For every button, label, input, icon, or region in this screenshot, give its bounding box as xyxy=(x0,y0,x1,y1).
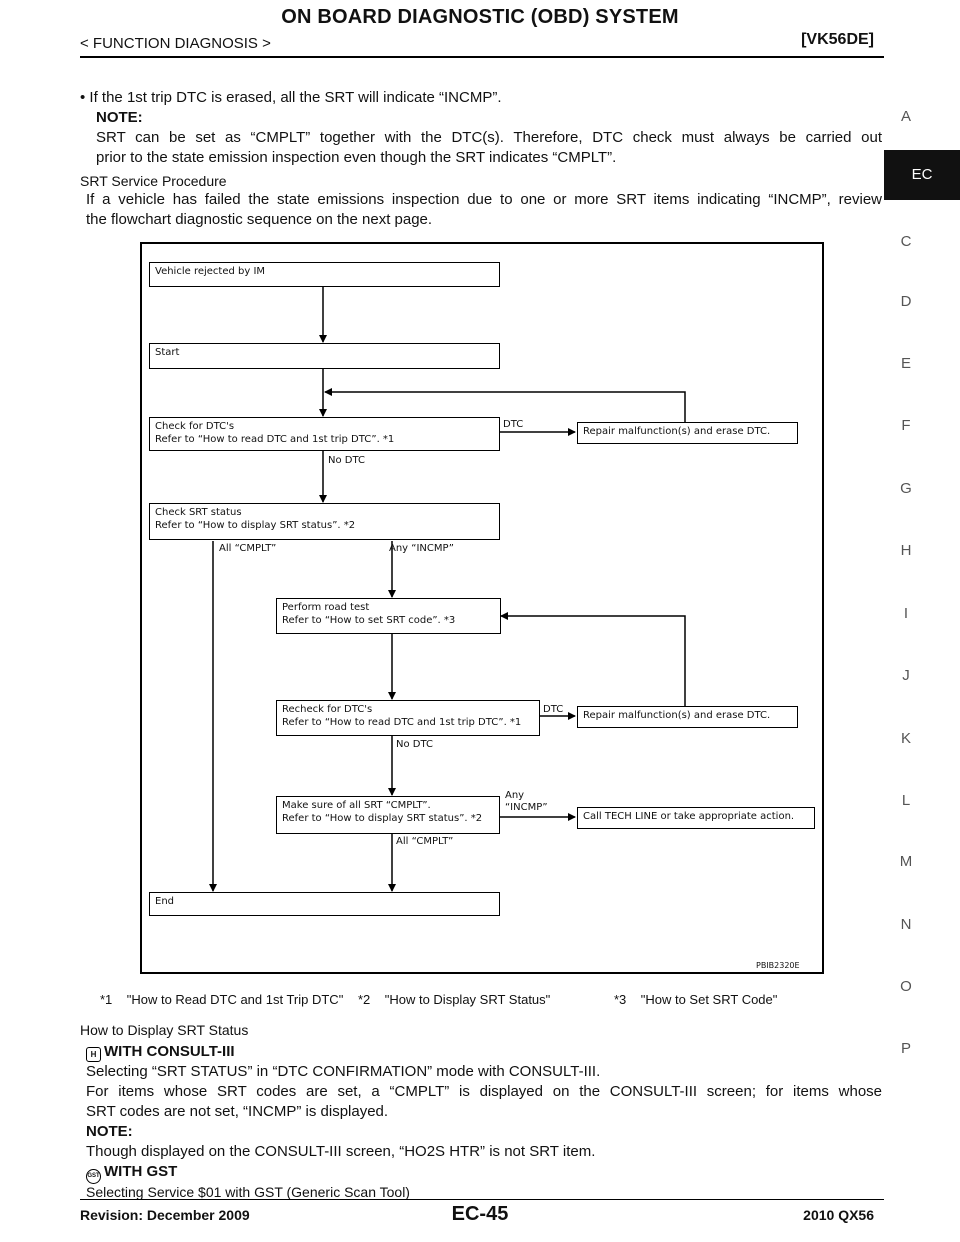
sidebar-item-c[interactable]: C xyxy=(900,233,912,250)
figure-code: PBIB2320E xyxy=(756,961,800,970)
sidebar-item-e[interactable]: E xyxy=(900,355,911,372)
box-end: End xyxy=(149,892,500,916)
footer-revision: Revision: December 2009 xyxy=(80,1207,250,1223)
sidebar-item-i[interactable]: I xyxy=(903,605,909,622)
footnote-2: *2 "How to Display SRT Status" xyxy=(358,992,551,1007)
intro-note-line2: prior to the state emission inspection even though the SRT indicates “CMPLT”. xyxy=(96,149,617,166)
sidebar-item-g[interactable]: G xyxy=(900,480,912,497)
srt-procedure-line2: the flowchart diagnostic sequence on the next page. xyxy=(86,211,433,228)
gst-heading: GST WITH GST xyxy=(86,1162,177,1184)
page-number: EC-45 xyxy=(451,1203,509,1225)
flowchart-frame xyxy=(140,242,824,974)
sidebar-item-k[interactable]: K xyxy=(900,730,911,747)
box-start: Start xyxy=(149,343,500,369)
consult-line2: For items whose SRT codes are set, a “CMPLT” is displayed on the CONSULT-III screen; for items whose xyxy=(86,1083,882,1100)
bullet-icon: • xyxy=(80,89,90,106)
srt-procedure-line1: If a vehicle has failed the state emissions inspection due to one or more SRT items indicating “INCMP”, review xyxy=(86,191,882,208)
box-repair-2: Repair malfunction(s) and erase DTC. xyxy=(577,706,798,728)
sidebar-item-d[interactable]: D xyxy=(900,293,912,310)
breadcrumb: < FUNCTION DIAGNOSIS > xyxy=(80,35,271,52)
label-all-cmplt-2: All “CMPLT” xyxy=(396,836,454,847)
label-any: Any xyxy=(505,790,525,801)
box-rejected: Vehicle rejected by IM xyxy=(149,262,500,287)
engine-code: [VK56DE] xyxy=(801,31,874,48)
sidebar-item-j[interactable]: J xyxy=(902,667,910,684)
box-recheck: Recheck for DTC's Refer to “How to read DTC and 1st trip DTC”. *1 xyxy=(276,700,540,736)
footer-rule xyxy=(80,1199,884,1200)
label-no-dtc-2: No DTC xyxy=(396,739,433,750)
label-no-dtc-1: No DTC xyxy=(328,455,365,466)
sidebar-item-h[interactable]: H xyxy=(900,542,912,559)
sidebar-item-f[interactable]: F xyxy=(901,417,911,434)
loop-repair2-to-road xyxy=(501,616,685,710)
consult-heading: H WITH CONSULT-III xyxy=(86,1042,235,1062)
sidebar-item-ec[interactable]: EC xyxy=(884,150,960,200)
sidebar-item-n[interactable]: N xyxy=(900,916,912,933)
box-make-sure: Make sure of all SRT “CMPLT”. Refer to “How to display SRT status”. *2 xyxy=(276,796,500,834)
footnote-3: *3 "How to Set SRT Code" xyxy=(614,992,778,1007)
label-incmp-2: “INCMP” xyxy=(505,802,548,813)
box-tech-line: Call TECH LINE or take appropriate action. xyxy=(577,807,815,829)
footer-model: 2010 QX56 xyxy=(803,1207,874,1223)
sidebar-item-o[interactable]: O xyxy=(900,978,912,995)
sidebar-item-p[interactable]: P xyxy=(900,1040,911,1057)
consult-line3: SRT codes are not set, “INCMP” is displayed. xyxy=(86,1103,389,1120)
intro-note-line1: SRT can be set as “CMPLT” together with the DTC(s). Therefore, DTC check must always be carried out xyxy=(96,129,882,146)
box-repair-1: Repair malfunction(s) and erase DTC. xyxy=(577,422,798,444)
page-title: ON BOARD DIAGNOSTIC (OBD) SYSTEM xyxy=(281,6,679,28)
display-srt-heading: How to Display SRT Status xyxy=(80,1022,249,1038)
label-dtc-2: DTC xyxy=(543,704,564,715)
gst-line: Selecting Service $01 with GST (Generic Scan Tool) xyxy=(86,1184,410,1200)
gst-tool-icon: GST xyxy=(86,1169,101,1184)
sidebar-item-m[interactable]: M xyxy=(899,853,913,870)
consult-line1: Selecting “SRT STATUS” in “DTC CONFIRMATION” mode with CONSULT-III. xyxy=(86,1063,601,1080)
label-dtc-1: DTC xyxy=(503,419,524,430)
label-all-cmplt-1: All “CMPLT” xyxy=(219,543,277,554)
sidebar-item-a[interactable]: A xyxy=(900,108,911,125)
display-note-label: NOTE: xyxy=(86,1123,133,1140)
footnote-1: *1 "How to Read DTC and 1st Trip DTC" xyxy=(100,992,344,1007)
label-any-incmp-1: Any “INCMP” xyxy=(389,543,454,554)
box-check-srt: Check SRT status Refer to “How to display SRT status”. *2 xyxy=(149,503,500,540)
box-check-dtc: Check for DTC's Refer to “How to read DTC and 1st trip DTC”. *1 xyxy=(149,417,500,451)
consult-tool-icon: H xyxy=(86,1047,101,1062)
display-note-text: Though displayed on the CONSULT-III screen, “HO2S HTR” is not SRT item. xyxy=(86,1143,596,1160)
intro-bullet: • If the 1st trip DTC is erased, all the SRT will indicate “INCMP”. xyxy=(80,89,502,106)
sidebar-item-l[interactable]: L xyxy=(901,792,911,809)
box-road-test: Perform road test Refer to “How to set SRT code”. *3 xyxy=(276,598,501,634)
srt-procedure-heading: SRT Service Procedure xyxy=(80,173,227,189)
intro-note-label: NOTE: xyxy=(96,109,143,126)
header-rule xyxy=(80,56,884,58)
